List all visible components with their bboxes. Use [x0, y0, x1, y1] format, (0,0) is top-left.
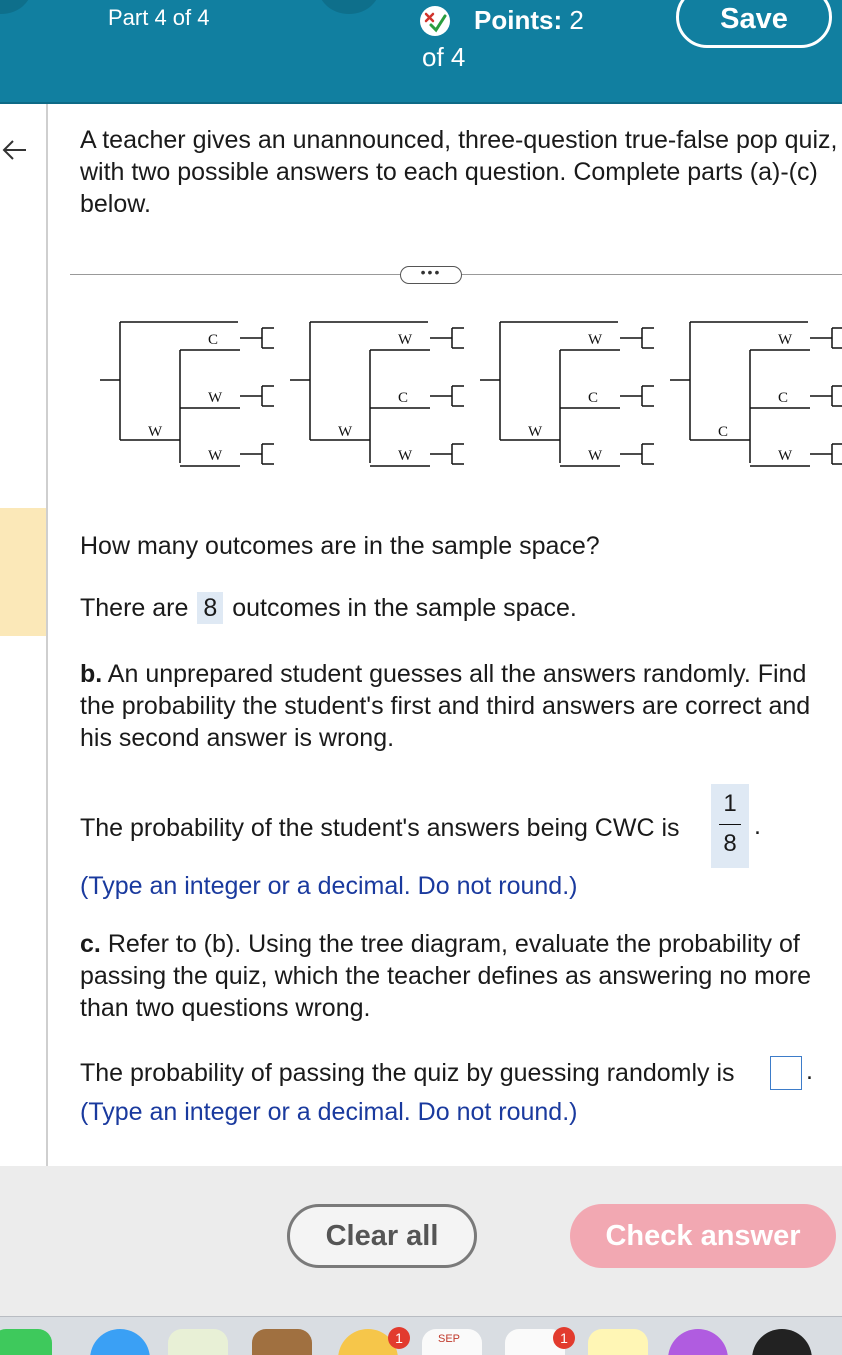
tree-root-label: C — [718, 424, 729, 440]
part-c-hint: (Type an integer or a decimal. Do not round.) — [80, 1098, 578, 1126]
clear-all-button[interactable]: Clear all — [287, 1204, 477, 1268]
part-c-text: Refer to (b). Using the tree diagram, evaluate the probability of passing the quiz, which the teacher defines as answering no more than two questions wrong. — [80, 930, 811, 1022]
reminders-badge: 1 — [553, 1327, 575, 1349]
part-c-label: c. — [80, 930, 101, 958]
part-label: Part 4 of 4 — [108, 5, 210, 30]
tree-branch-label: C — [778, 390, 789, 406]
tree-branch-label: W — [208, 448, 223, 464]
part-c-answer-input[interactable] — [770, 1056, 802, 1090]
expand-more-button[interactable]: ••• — [400, 266, 462, 284]
tree-branch-label: C — [208, 332, 219, 348]
notes-icon[interactable] — [588, 1329, 648, 1355]
part-b-question — [80, 658, 842, 754]
tree-branch-label: W — [588, 448, 603, 464]
tree-root-label: W — [338, 424, 353, 440]
part-b-fraction-answer[interactable] — [711, 784, 749, 868]
fraction-numerator: 1 — [723, 790, 737, 817]
part-a-question: How many outcomes are in the sample space? — [80, 532, 600, 560]
question-text: A teacher gives an unannounced, three-question true-false pop quiz, with two possible answers to each question. Complete parts (a)-(c) below. — [80, 126, 838, 218]
part-b-label: b. — [80, 660, 103, 688]
tree-branch-label: W — [208, 390, 223, 406]
facetime-icon[interactable] — [0, 1329, 52, 1355]
contacts-icon[interactable] — [252, 1329, 312, 1355]
points-label: Points: — [474, 5, 563, 35]
check-answer-button[interactable]: Check answer — [570, 1204, 836, 1268]
dock — [0, 1316, 842, 1355]
question-count: of 4 — [422, 42, 466, 72]
part-a-answer-line — [80, 592, 577, 624]
tree-root-label: W — [148, 424, 163, 440]
part-b-answer-prefix: The probability of the student's answers being CWC is — [80, 814, 680, 842]
photos-badge: 1 — [388, 1327, 410, 1349]
safari-icon[interactable] — [90, 1329, 150, 1355]
part-a-answer-field[interactable]: 8 — [197, 592, 223, 624]
tree-branch-label: C — [398, 390, 409, 406]
points-value: 2 — [569, 5, 584, 35]
calendar-month: SEP — [438, 1333, 461, 1345]
appletv-icon[interactable] — [752, 1329, 812, 1355]
tree-diagram-group — [100, 322, 842, 466]
part-a-prefix: There are — [80, 594, 189, 622]
tree-root-label: W — [528, 424, 543, 440]
tree-branch-label: W — [778, 448, 793, 464]
tree-branch-label: W — [778, 332, 793, 348]
save-button[interactable]: Save — [676, 0, 832, 48]
tree-branch-label: W — [398, 332, 413, 348]
maps-icon[interactable] — [168, 1329, 228, 1355]
fraction-bar — [719, 824, 741, 825]
tree-branch-label: W — [588, 332, 603, 348]
part-b-text: An unprepared student guesses all the answers randomly. Find the probability the student's first and third answers are correct and his second answer is wrong. — [80, 660, 811, 752]
tree-branch-label: C — [588, 390, 599, 406]
side-tab-highlight[interactable] — [0, 508, 46, 636]
fraction-denominator: 8 — [723, 830, 737, 857]
period: . — [754, 812, 761, 840]
period: . — [806, 1057, 813, 1085]
podcasts-icon[interactable] — [668, 1329, 728, 1355]
part-a-suffix: outcomes in the sample space. — [232, 594, 577, 622]
part-c-question — [80, 928, 842, 1024]
part-b-hint: (Type an integer or a decimal. Do not round.) — [80, 872, 578, 900]
tree-diagrams — [0, 0, 842, 500]
tree-branch-label: W — [398, 448, 413, 464]
part-c-answer-prefix: The probability of passing the quiz by guessing randomly is — [80, 1059, 735, 1087]
